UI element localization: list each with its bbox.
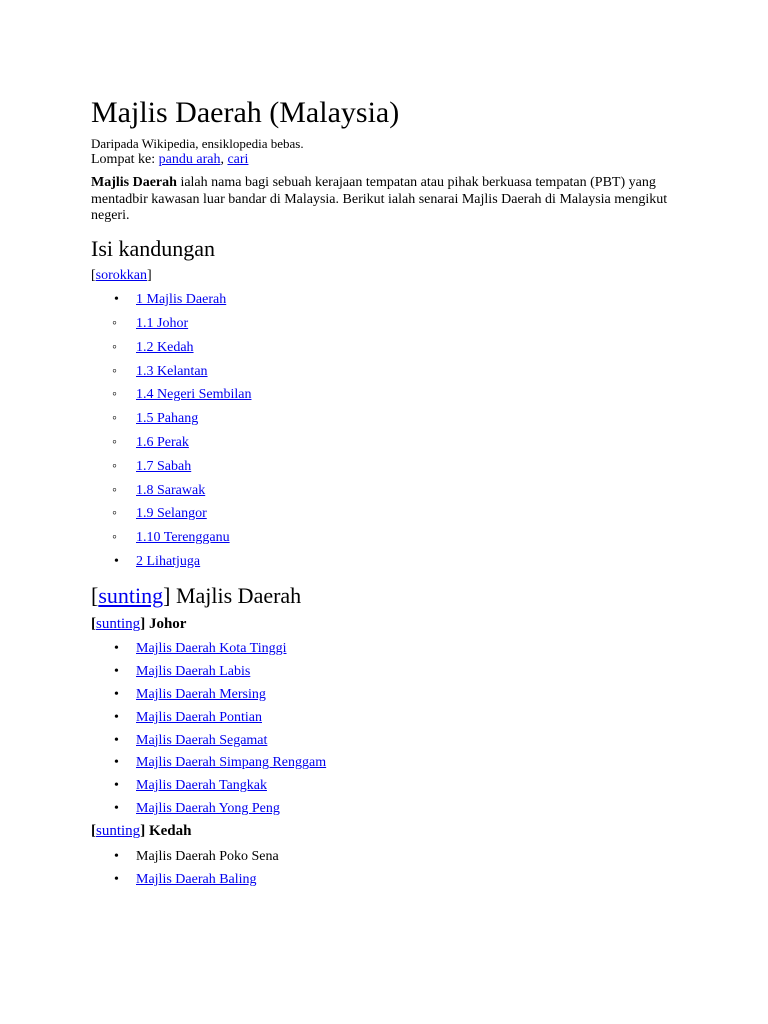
toc-subitem bbox=[46, 504, 251, 528]
intro-paragraph bbox=[91, 175, 681, 225]
link-tangkak[interactable]: Majlis Daerah Tangkak bbox=[136, 778, 267, 794]
kedah-list bbox=[91, 847, 279, 893]
toc-toggle bbox=[91, 268, 152, 284]
toc-bracket-open: [ bbox=[91, 268, 96, 283]
johor-edit-link[interactable]: sunting bbox=[96, 616, 141, 632]
toc-subitem bbox=[46, 362, 251, 386]
toc-list bbox=[91, 290, 251, 576]
subsection-heading-johor: [sunting] Johor bbox=[91, 616, 187, 632]
toc-link-johor[interactable]: 1.1 Johor bbox=[136, 316, 189, 331]
list-item bbox=[91, 708, 326, 731]
toc-link-lihat-juga[interactable]: 2 Lihatjuga bbox=[136, 553, 201, 569]
list-item bbox=[91, 799, 326, 822]
toc-link-sarawak[interactable]: 1.8 Sarawak bbox=[136, 482, 206, 498]
jump-search-link[interactable]: cari bbox=[227, 152, 249, 167]
kedah-title: Kedah bbox=[145, 823, 192, 839]
toc-subitem bbox=[46, 338, 251, 362]
toc-link-kedah[interactable]: 1.2 Kedah bbox=[136, 339, 194, 355]
toc-subitem bbox=[46, 433, 251, 457]
list-item bbox=[91, 685, 326, 708]
toc-title: Isi kandungan bbox=[91, 236, 216, 261]
toc-link-kelantan[interactable]: 1.3 Kelantan bbox=[136, 363, 208, 379]
toc-link-terengganu[interactable]: 1.10 Terengganu bbox=[136, 530, 230, 546]
subsection-heading-kedah: [sunting] Kedah bbox=[91, 823, 192, 839]
toc-sublist bbox=[91, 314, 251, 552]
link-simpang-renggam[interactable]: Majlis Daerah Simpang Renggam bbox=[136, 755, 327, 771]
jump-links bbox=[91, 152, 248, 168]
johor-title: Johor bbox=[145, 616, 187, 632]
toc-hide-link[interactable]: sorokkan bbox=[95, 268, 147, 283]
link-segamat[interactable]: Majlis Daerah Segamat bbox=[136, 732, 268, 748]
toc-link-perak[interactable]: 1.6 Perak bbox=[136, 434, 189, 450]
link-mersing[interactable]: Majlis Daerah Mersing bbox=[136, 686, 266, 702]
johor-list bbox=[91, 639, 326, 822]
list-item bbox=[91, 731, 326, 754]
item-poko-sena: Majlis Daerah Poko Sena bbox=[136, 849, 279, 864]
list-item bbox=[91, 639, 326, 662]
toc-subitem bbox=[46, 314, 251, 338]
toc-subitem bbox=[46, 385, 251, 409]
toc-subitem bbox=[46, 457, 251, 481]
toc-subitem bbox=[46, 481, 251, 505]
link-baling[interactable]: Majlis Daerah Baling bbox=[136, 871, 257, 887]
page-subtitle: Daripada Wikipedia, ensiklopedia bebas. bbox=[91, 136, 304, 151]
toc-item bbox=[91, 290, 251, 314]
section-heading: [sunting] Majlis Daerah bbox=[91, 583, 302, 608]
link-pontian[interactable]: Majlis Daerah Pontian bbox=[136, 709, 262, 725]
list-item bbox=[91, 753, 326, 776]
link-labis[interactable]: Majlis Daerah Labis bbox=[136, 663, 251, 679]
toc-subitem bbox=[46, 528, 251, 552]
toc-link-selangor[interactable]: 1.9 Selangor bbox=[136, 506, 207, 522]
toc-subitem bbox=[46, 409, 251, 433]
page-title: Majlis Daerah (Malaysia) bbox=[91, 96, 400, 129]
section-title: Majlis Daerah bbox=[170, 583, 302, 608]
toc-sublist-wrap bbox=[91, 314, 251, 552]
kedah-edit-link[interactable]: sunting bbox=[96, 823, 141, 839]
intro-bold-term: Majlis Daerah bbox=[91, 175, 177, 190]
link-kota-tinggi[interactable]: Majlis Daerah Kota Tinggi bbox=[136, 641, 287, 656]
toc-bracket-close: ] bbox=[147, 268, 152, 283]
jump-nav-link[interactable]: pandu arah bbox=[158, 152, 221, 167]
toc-link-pahang[interactable]: 1.5 Pahang bbox=[136, 411, 199, 427]
link-yong-peng[interactable]: Majlis Daerah Yong Peng bbox=[136, 801, 280, 817]
list-item bbox=[91, 870, 279, 893]
section-edit-link[interactable]: sunting bbox=[98, 583, 164, 608]
jump-label: Lompat ke: bbox=[91, 152, 159, 167]
toc-link-negeri-sembilan[interactable]: 1.4 Negeri Sembilan bbox=[136, 387, 252, 403]
toc-item bbox=[91, 552, 251, 576]
list-item bbox=[91, 847, 279, 870]
intro-text: ialah nama bagi sebuah kerajaan tempatan atau pihak berkuasa tempatan (PBT) yang mentadbir kawasan luar bandar di Malaysia. Berikut ialah senarai Majlis Daerah di Malaysia mengikut negeri. bbox=[91, 175, 668, 223]
jump-separator: , bbox=[220, 152, 228, 167]
toc-link-sabah[interactable]: 1.7 Sabah bbox=[136, 458, 192, 474]
toc-link-majlis-daerah[interactable]: 1 Majlis Daerah bbox=[136, 292, 227, 307]
list-item bbox=[91, 662, 326, 685]
list-item bbox=[91, 776, 326, 799]
